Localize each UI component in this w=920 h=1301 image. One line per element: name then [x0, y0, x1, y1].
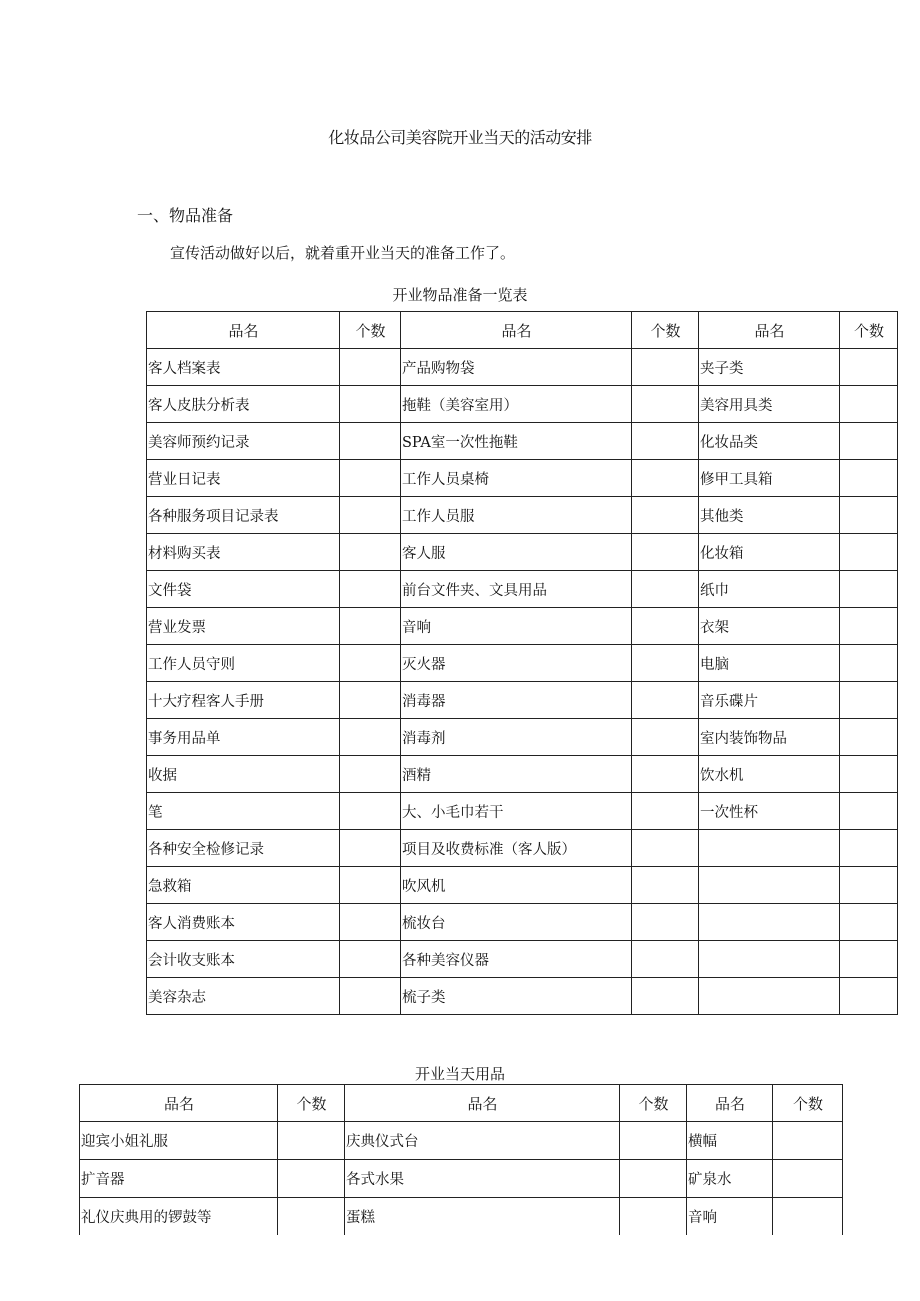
- item-count-cell: [840, 349, 898, 386]
- item-count-cell: [773, 1122, 843, 1160]
- item-name-cell: 笔: [147, 793, 340, 830]
- document-title: 化妆品公司美容院开业当天的活动安排: [328, 128, 592, 147]
- table2-caption: 开业当天用品: [414, 1065, 505, 1083]
- item-count-cell: [840, 608, 898, 645]
- item-name-cell: [699, 867, 840, 904]
- item-count-cell: [840, 534, 898, 571]
- item-name-cell: 其他类: [699, 497, 840, 534]
- opening-day-items-table: [79, 1084, 843, 1235]
- item-name-cell: 各种美容仪器: [401, 941, 632, 978]
- table-row: [147, 571, 898, 608]
- item-count-cell: [840, 497, 898, 534]
- table-row: [147, 645, 898, 682]
- item-name-cell: 营业发票: [147, 608, 340, 645]
- item-count-cell: [340, 867, 401, 904]
- item-name-cell: 各种服务项目记录表: [147, 497, 340, 534]
- table-row: [147, 349, 898, 386]
- item-name-cell: 电脑: [699, 645, 840, 682]
- item-name-cell: 饮水机: [699, 756, 840, 793]
- item-count-cell: [840, 386, 898, 423]
- item-count-cell: [620, 1160, 687, 1198]
- item-name-cell: 美容用具类: [699, 386, 840, 423]
- item-name-cell: 前台文件夹、文具用品: [401, 571, 632, 608]
- table-row: [147, 904, 898, 941]
- item-name-cell: 蛋糕: [345, 1198, 620, 1236]
- item-count-cell: [632, 349, 699, 386]
- table-row: [147, 978, 898, 1015]
- item-count-cell: [840, 460, 898, 497]
- item-name-cell: 迎宾小姐礼服: [80, 1122, 278, 1160]
- column-header-name: 品名: [345, 1085, 620, 1122]
- column-header-count: 个数: [278, 1085, 345, 1122]
- column-header-name: 品名: [401, 312, 632, 349]
- column-header-count: 个数: [632, 312, 699, 349]
- table-row: [147, 497, 898, 534]
- item-count-cell: [632, 941, 699, 978]
- item-count-cell: [340, 830, 401, 867]
- table-row: [80, 1160, 843, 1198]
- item-name-cell: 夹子类: [699, 349, 840, 386]
- item-count-cell: [340, 904, 401, 941]
- item-count-cell: [840, 756, 898, 793]
- item-name-cell: 会计收支账本: [147, 941, 340, 978]
- column-header-name: 品名: [147, 312, 340, 349]
- item-count-cell: [773, 1160, 843, 1198]
- item-count-cell: [340, 460, 401, 497]
- item-name-cell: 项目及收费标准（客人版）: [401, 830, 632, 867]
- item-name-cell: 梳子类: [401, 978, 632, 1015]
- item-count-cell: [840, 904, 898, 941]
- item-name-cell: 音乐碟片: [699, 682, 840, 719]
- item-name-cell: 拖鞋（美容室用）: [401, 386, 632, 423]
- item-count-cell: [340, 941, 401, 978]
- item-name-cell: 室内装饰物品: [699, 719, 840, 756]
- item-count-cell: [340, 682, 401, 719]
- table-header-row: [80, 1085, 843, 1122]
- item-count-cell: [840, 867, 898, 904]
- item-name-cell: 各种安全检修记录: [147, 830, 340, 867]
- item-count-cell: [278, 1160, 345, 1198]
- column-header-count: 个数: [340, 312, 401, 349]
- opening-supplies-table: [146, 311, 898, 1015]
- item-name-cell: 营业日记表: [147, 460, 340, 497]
- item-name-cell: 大、小毛巾若干: [401, 793, 632, 830]
- item-count-cell: [840, 645, 898, 682]
- table-row: [147, 756, 898, 793]
- item-count-cell: [632, 423, 699, 460]
- item-name-cell: 客人消费账本: [147, 904, 340, 941]
- item-name-cell: 工作人员桌椅: [401, 460, 632, 497]
- item-name-cell: 吹风机: [401, 867, 632, 904]
- item-name-cell: [699, 904, 840, 941]
- item-name-cell: 客人服: [401, 534, 632, 571]
- item-count-cell: [278, 1198, 345, 1236]
- item-name-cell: 工作人员守则: [147, 645, 340, 682]
- item-name-cell: 横幅: [687, 1122, 773, 1160]
- item-count-cell: [632, 793, 699, 830]
- table-row: [147, 941, 898, 978]
- item-count-cell: [340, 349, 401, 386]
- item-name-cell: 急救箱: [147, 867, 340, 904]
- column-header-count: 个数: [773, 1085, 843, 1122]
- item-count-cell: [340, 386, 401, 423]
- item-count-cell: [840, 682, 898, 719]
- item-count-cell: [620, 1122, 687, 1160]
- item-count-cell: [340, 534, 401, 571]
- item-name-cell: 美容师预约记录: [147, 423, 340, 460]
- table-row: [80, 1198, 843, 1236]
- item-name-cell: 文件袋: [147, 571, 340, 608]
- item-name-cell: 十大疗程客人手册: [147, 682, 340, 719]
- item-count-cell: [632, 904, 699, 941]
- item-name-cell: 化妆品类: [699, 423, 840, 460]
- item-name-cell: 产品购物袋: [401, 349, 632, 386]
- table-row: [147, 423, 898, 460]
- item-name-cell: 纸巾: [699, 571, 840, 608]
- column-header-name: 品名: [687, 1085, 773, 1122]
- column-header-count: 个数: [620, 1085, 687, 1122]
- item-count-cell: [278, 1122, 345, 1160]
- item-count-cell: [840, 571, 898, 608]
- column-header-count: 个数: [840, 312, 898, 349]
- section-paragraph: 宣传活动做好以后，就着重开业当天的准备工作了。: [170, 244, 516, 262]
- item-name-cell: 扩音器: [80, 1160, 278, 1198]
- item-name-cell: 美容杂志: [147, 978, 340, 1015]
- item-count-cell: [340, 571, 401, 608]
- item-count-cell: [632, 571, 699, 608]
- item-name-cell: 消毒剂: [401, 719, 632, 756]
- table-row: [80, 1122, 843, 1160]
- item-name-cell: [699, 941, 840, 978]
- item-count-cell: [340, 793, 401, 830]
- item-name-cell: 灭火器: [401, 645, 632, 682]
- item-count-cell: [632, 460, 699, 497]
- item-count-cell: [340, 719, 401, 756]
- item-name-cell: 客人皮肤分析表: [147, 386, 340, 423]
- item-name-cell: 酒精: [401, 756, 632, 793]
- item-name-cell: [699, 978, 840, 1015]
- table-header-row: [147, 312, 898, 349]
- item-count-cell: [340, 756, 401, 793]
- table-row: [147, 867, 898, 904]
- item-count-cell: [632, 867, 699, 904]
- item-name-cell: 修甲工具箱: [699, 460, 840, 497]
- item-count-cell: [632, 719, 699, 756]
- section-heading: 一、物品准备: [137, 206, 234, 225]
- item-name-cell: 工作人员服: [401, 497, 632, 534]
- item-count-cell: [340, 497, 401, 534]
- item-name-cell: 一次性杯: [699, 793, 840, 830]
- item-name-cell: 事务用品单: [147, 719, 340, 756]
- item-name-cell: 消毒器: [401, 682, 632, 719]
- item-count-cell: [840, 719, 898, 756]
- item-name-cell: SPA室一次性拖鞋: [401, 423, 632, 460]
- column-header-name: 品名: [699, 312, 840, 349]
- item-count-cell: [632, 608, 699, 645]
- item-count-cell: [340, 978, 401, 1015]
- table-row: [147, 386, 898, 423]
- table1-caption: 开业物品准备一览表: [392, 286, 528, 304]
- item-name-cell: 音响: [401, 608, 632, 645]
- item-name-cell: 礼仪庆典用的锣鼓等: [80, 1198, 278, 1236]
- item-count-cell: [840, 793, 898, 830]
- table-row: [147, 830, 898, 867]
- item-name-cell: 收据: [147, 756, 340, 793]
- item-name-cell: 化妆箱: [699, 534, 840, 571]
- item-count-cell: [632, 386, 699, 423]
- table-row: [147, 460, 898, 497]
- item-name-cell: 矿泉水: [687, 1160, 773, 1198]
- item-name-cell: 庆典仪式台: [345, 1122, 620, 1160]
- table-row: [147, 608, 898, 645]
- item-name-cell: 梳妆台: [401, 904, 632, 941]
- item-count-cell: [840, 978, 898, 1015]
- item-name-cell: [699, 830, 840, 867]
- column-header-name: 品名: [80, 1085, 278, 1122]
- item-name-cell: 衣架: [699, 608, 840, 645]
- item-count-cell: [340, 645, 401, 682]
- item-name-cell: 音响: [687, 1198, 773, 1236]
- item-count-cell: [340, 608, 401, 645]
- item-count-cell: [773, 1198, 843, 1236]
- item-count-cell: [632, 756, 699, 793]
- item-count-cell: [632, 497, 699, 534]
- item-count-cell: [632, 534, 699, 571]
- table-row: [147, 719, 898, 756]
- item-count-cell: [620, 1198, 687, 1236]
- item-name-cell: 各式水果: [345, 1160, 620, 1198]
- item-count-cell: [840, 423, 898, 460]
- item-count-cell: [632, 645, 699, 682]
- item-count-cell: [632, 978, 699, 1015]
- item-count-cell: [840, 941, 898, 978]
- item-count-cell: [632, 682, 699, 719]
- item-name-cell: 客人档案表: [147, 349, 340, 386]
- table-row: [147, 534, 898, 571]
- item-count-cell: [840, 830, 898, 867]
- item-count-cell: [632, 830, 699, 867]
- table-row: [147, 682, 898, 719]
- item-name-cell: 材料购买表: [147, 534, 340, 571]
- item-count-cell: [340, 423, 401, 460]
- table-row: [147, 793, 898, 830]
